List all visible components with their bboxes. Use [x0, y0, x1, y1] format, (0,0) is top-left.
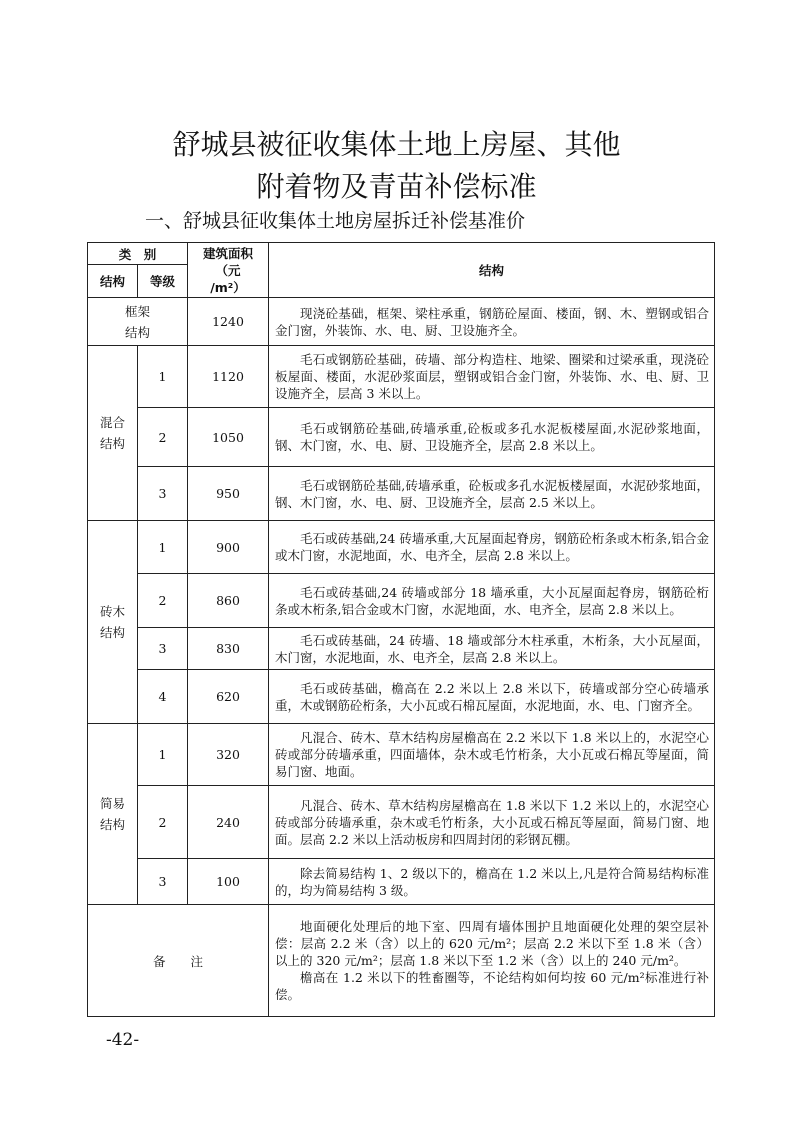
table-row — [88, 724, 715, 786]
grade-cell: 4 — [138, 670, 188, 724]
desc-cell: 毛石或砖基础,24 砖墙或部分 18 墙承重，大小瓦屋面起脊房，钢筋砼桁条或木桁条,铝合金或木门窗，水泥地面，水、电齐全，层高 2.8 米以上。 — [269, 574, 715, 628]
table-row — [88, 408, 715, 467]
grade-cell: 2 — [138, 574, 188, 628]
table-row — [88, 467, 715, 521]
grade-cell: 3 — [138, 859, 188, 905]
remarks-text — [269, 905, 715, 1017]
category-name: 结构 — [99, 625, 125, 640]
grade-cell: 3 — [138, 467, 188, 521]
price-cell: 620 — [188, 670, 269, 724]
price-cell: 950 — [188, 467, 269, 521]
remarks-paragraph: 地面硬化处理后的地下室、四周有墙体围护且地面硬化处理的架空层补偿：层高 2.2 米（含）以上的 620 元/m²；层高 2.2 米以下至 1.8 米（含）以上的 320 元/m²；层高 1.8 米以下至 1.2 米（含）以上的 240 元/m²。 — [275, 919, 710, 968]
header-area — [188, 243, 269, 298]
header-grade: 等级 — [138, 265, 188, 298]
desc-cell: 毛石或砖基础，24 砖墙、18 墙或部分木柱承重，木桁条，大小瓦屋面，木门窗，水泥地面，水、电齐全，层高 2.8 米以上。 — [269, 628, 715, 670]
category-name: 结构 — [99, 436, 125, 451]
header-desc: 结构 — [269, 243, 715, 298]
header-area-line2: （元 — [215, 262, 241, 278]
document-title-line1: 舒城县被征收集体土地上房屋、其他 — [172, 128, 621, 161]
category-name: 框架 — [125, 303, 151, 319]
price-cell: 240 — [188, 786, 269, 859]
grade-cell: 1 — [138, 724, 188, 786]
table-row — [88, 346, 715, 408]
price-cell: 320 — [188, 724, 269, 786]
price-cell: 830 — [188, 628, 269, 670]
price-cell: 900 — [188, 521, 269, 574]
category-name: 结构 — [99, 817, 125, 832]
section-heading: 一、舒城县征收集体土地房屋拆迁补偿基准价 — [145, 210, 526, 232]
compensation-table — [87, 242, 715, 1017]
grade-cell: 1 — [138, 346, 188, 408]
table-row — [88, 670, 715, 724]
grade-cell: 3 — [138, 628, 188, 670]
grade-cell: 2 — [138, 408, 188, 467]
category-brick — [88, 521, 138, 724]
header-area-line1: 建筑面积 — [203, 245, 254, 261]
grade-cell: 1 — [138, 521, 188, 574]
table-row — [88, 786, 715, 859]
grade-cell: 2 — [138, 786, 188, 859]
header-area-line3: /m²） — [210, 279, 246, 295]
desc-cell: 凡混合、砖木、草木结构房屋檐高在 1.8 米以下 1.2 米以上的，水泥空心砖或部分砖墙承重，杂木或毛竹桁条，大小瓦或石棉瓦等屋面，简易门窗、地面。层高 2.2 米以上活动板房和四周封闭的彩钢瓦棚。 — [269, 786, 715, 859]
category-name: 混合 — [99, 415, 125, 430]
table-row — [88, 859, 715, 905]
category-frame — [88, 298, 188, 346]
category-name: 砖木 — [99, 604, 125, 619]
price-cell: 1050 — [188, 408, 269, 467]
table-row — [88, 628, 715, 670]
remarks-paragraph: 檐高在 1.2 米以下的牲畜圈等，不论结构如何均按 60 元/m²标准进行补偿。 — [275, 970, 710, 1002]
page-number: -42- — [106, 1030, 140, 1050]
price-cell: 100 — [188, 859, 269, 905]
remarks-label: 备 注 — [88, 905, 269, 1017]
category-simple — [88, 724, 138, 905]
category-name: 简易 — [99, 796, 125, 811]
desc-cell: 凡混合、砖木、草木结构房屋檐高在 2.2 米以下 1.8 米以上的，水泥空心砖或部分砖墙承重，四面墙体，杂木或毛竹桁条，大小瓦或石棉瓦等屋面，简易门窗、地面。 — [269, 724, 715, 786]
table-row — [88, 298, 715, 346]
desc-cell: 除去简易结构 1、2 级以下的，檐高在 1.2 米以上,凡是符合简易结构标准的，均为简易结构 3 级。 — [269, 859, 715, 905]
price-cell: 1240 — [188, 298, 269, 346]
desc-cell: 毛石或钢筋砼基础，砖墙、部分构造柱、地梁、圈梁和过梁承重，现浇砼板屋面、楼面，水泥砂浆面层，塑钢或铝合金门窗，外装饰、水、电、厨、卫设施齐全，层高 3 米以上。 — [269, 346, 715, 408]
desc-cell: 现浇砼基础，框架、梁柱承重，钢筋砼屋面、楼面，钢、木、塑钢或铝合金门窗，外装饰、水、电、厨、卫设施齐全。 — [269, 298, 715, 346]
category-name: 结构 — [125, 324, 151, 340]
price-cell: 860 — [188, 574, 269, 628]
desc-cell: 毛石或砖基础，檐高在 2.2 米以上 2.8 米以下，砖墙或部分空心砖墙承重，木或钢筋砼桁条，大小瓦或石棉瓦屋面，水泥地面，水、电、门窗齐全。 — [269, 670, 715, 724]
header-structure: 结构 — [88, 265, 138, 298]
table-row — [88, 574, 715, 628]
table-row — [88, 521, 715, 574]
desc-cell: 毛石或钢筋砼基础,砖墙承重，砼板或多孔水泥板楼屋面，水泥砂浆地面，钢、木门窗，水、电、厨、卫设施齐全，层高 2.5 米以上。 — [269, 467, 715, 521]
category-mixed — [88, 346, 138, 521]
desc-cell: 毛石或砖基础,24 砖墙承重,大瓦屋面起脊房，钢筋砼桁条或木桁条,铝合金或木门窗，水泥地面，水、电齐全，层高 2.8 米以上。 — [269, 521, 715, 574]
remarks-row — [88, 905, 715, 1017]
document-title-line2: 附着物及青苗补偿标准 — [256, 170, 537, 203]
price-cell: 1120 — [188, 346, 269, 408]
desc-cell: 毛石或钢筋砼基础,砖墙承重,砼板或多孔水泥板楼屋面,水泥砂浆地面，钢、木门窗，水、电、厨、卫设施齐全，层高 2.8 米以上。 — [269, 408, 715, 467]
header-category: 类 别 — [88, 243, 188, 265]
